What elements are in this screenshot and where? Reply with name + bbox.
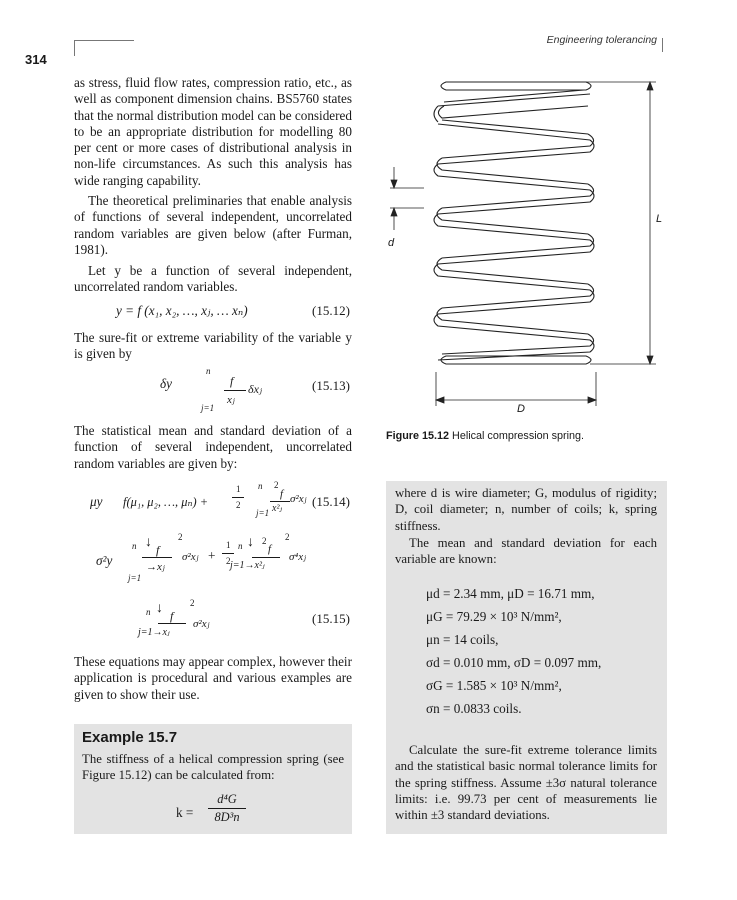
sum-upper-limit: n bbox=[132, 541, 137, 551]
equation-number: (15.15) bbox=[312, 611, 350, 626]
example-box bbox=[74, 724, 352, 834]
equation-15-14-lhs: μy bbox=[90, 494, 103, 509]
sum-upper-limit: n bbox=[206, 366, 211, 376]
label-coil-diameter: D bbox=[517, 403, 525, 415]
equation-15-12: y = f (x₁, x₂, …, xⱼ, … xₙ) bbox=[116, 303, 248, 318]
variable-line: σn = 0.0833 coils. bbox=[426, 701, 522, 716]
paragraph: The sure-fit or extreme variability of the variable y is given by bbox=[74, 330, 352, 362]
equation-number: (15.12) bbox=[312, 303, 350, 318]
variable-line: μn = 14 coils, bbox=[426, 632, 499, 647]
fraction-bar bbox=[208, 808, 246, 809]
coil-end-top bbox=[441, 82, 591, 90]
variable-line: σd = 0.010 mm, σD = 0.097 mm, bbox=[426, 655, 602, 670]
coil bbox=[438, 90, 590, 106]
derivative-order: 2 bbox=[262, 536, 267, 546]
fraction-denominator: j=1→xⱼ bbox=[138, 627, 170, 638]
page-number: 314 bbox=[25, 52, 47, 67]
variable-line: μG = 79.29 × 10³ N/mm², bbox=[426, 609, 562, 624]
variable-line: σG = 1.585 × 10³ N/mm², bbox=[426, 678, 562, 693]
sigma-term: σ²xⱼ bbox=[193, 618, 210, 630]
paragraph: Calculate the sure-fit extreme tolerance limits and the statistical basic normal tolerance limits for the spring stiffness. Assume ±3σ natural tolerance limits: i.e. 99.73 per cent of measurements lie within ±3 standard deviations. bbox=[395, 743, 657, 823]
half-denominator: 2 bbox=[226, 556, 231, 566]
header-rule bbox=[74, 40, 134, 41]
label-length: L bbox=[656, 213, 663, 225]
paragraph: These equations may appear complex, however their application is procedural and various examples are given to show their use. bbox=[74, 654, 352, 702]
fraction-numerator: f bbox=[268, 543, 272, 555]
caption-label: Figure 15.12 bbox=[386, 430, 450, 442]
fraction-denominator: 8D³n bbox=[214, 810, 240, 824]
fraction-numerator: d⁴G bbox=[217, 792, 237, 806]
sigma-term: σ²xⱼ bbox=[182, 551, 199, 563]
fraction-denominator: j=1→x²ⱼ bbox=[230, 560, 265, 571]
sum-upper-limit: n bbox=[146, 607, 151, 617]
variables-box bbox=[386, 481, 667, 834]
arrowhead bbox=[391, 180, 397, 188]
fraction-bar bbox=[224, 390, 246, 391]
fraction-numerator: f bbox=[280, 488, 284, 500]
equation-number: (15.13) bbox=[312, 378, 350, 393]
half-denominator: 2 bbox=[236, 500, 241, 510]
header-rule bbox=[74, 40, 75, 56]
half-numerator: 1 bbox=[226, 540, 231, 550]
exponent: 2 bbox=[285, 532, 290, 542]
fraction-numerator: f bbox=[156, 543, 160, 557]
half-numerator: 1 bbox=[236, 484, 241, 494]
paragraph: The statistical mean and standard deviation of a function of several independent, uncorrelated random variables are given by: bbox=[74, 423, 352, 471]
arrowhead bbox=[391, 208, 397, 216]
down-arrow: ↓ bbox=[247, 535, 254, 550]
arrowhead bbox=[647, 82, 653, 90]
derivative-order: 2 bbox=[274, 480, 279, 490]
sum-upper-limit: n bbox=[238, 541, 243, 551]
spring-coils bbox=[434, 82, 594, 364]
sigma-term: σ²xⱼ bbox=[290, 493, 307, 505]
fraction-bar bbox=[142, 557, 172, 558]
figure-caption bbox=[386, 430, 584, 442]
paragraph: where d is wire diameter; G, modulus of rigidity; D, coil diameter; n, number of coils; k, spring stiffness. bbox=[395, 486, 657, 533]
fraction-denominator: →xⱼ bbox=[146, 561, 165, 573]
equation-15-15-lhs: σ²y bbox=[96, 553, 113, 568]
fraction-bar bbox=[222, 553, 234, 554]
caption-text: Helical compression spring. bbox=[452, 430, 585, 442]
fraction-bar bbox=[252, 557, 280, 558]
down-arrow: ↓ bbox=[156, 601, 163, 616]
equation-number: (15.14) bbox=[312, 494, 350, 509]
stiffness-lhs: k = bbox=[176, 805, 194, 820]
arrowhead bbox=[588, 397, 596, 403]
example-title: Example 15.7 bbox=[82, 729, 178, 746]
arrowhead bbox=[647, 356, 653, 364]
sum-lower-limit: j=1 bbox=[128, 573, 142, 583]
coil bbox=[438, 120, 590, 140]
coil-end-bottom bbox=[441, 356, 591, 364]
sigma-term: σ⁴xⱼ bbox=[289, 551, 307, 563]
exponent: 2 bbox=[190, 598, 195, 608]
equation-15-14-main: f(μ₁, μ₂, …, μₙ) + bbox=[123, 495, 209, 509]
down-arrow: ↓ bbox=[145, 535, 152, 550]
equation-term: δxⱼ bbox=[248, 382, 263, 396]
fraction-numerator: f bbox=[230, 374, 234, 388]
coil bbox=[434, 106, 588, 122]
helical-spring-figure bbox=[386, 62, 676, 422]
fraction-denominator: xⱼ bbox=[227, 394, 235, 406]
sum-upper-limit: n bbox=[258, 481, 263, 491]
exponent: 2 bbox=[178, 532, 183, 542]
arrowhead bbox=[436, 397, 444, 403]
paragraph: The mean and standard deviation for each variable are known: bbox=[395, 536, 657, 567]
sum-lower-limit: j=1 bbox=[201, 403, 215, 413]
equation-15-13-lhs: δy bbox=[160, 376, 172, 391]
paragraph: The theoretical preliminaries that enable analysis of functions of several independent, uncorrelated random variables are given below (after Furman, 1981). bbox=[74, 193, 352, 257]
plus-sign: + bbox=[208, 548, 216, 563]
running-head-rule bbox=[662, 38, 663, 52]
label-wire-diameter: d bbox=[388, 237, 395, 249]
dimension-lines bbox=[390, 82, 656, 406]
paragraph: as stress, fluid flow rates, compression ratio, etc., as well as component dimension chains. BS5760 states that the normal distribution model can be considered to be an appropriate distribution for modelling 80 per cent or more cases of distributional analysis in non-life circumstances. As such this analysis has wide ranging capability. bbox=[74, 75, 352, 188]
fraction-bar bbox=[158, 623, 186, 624]
paragraph: Let y be a function of several independent, uncorrelated random variables. bbox=[74, 263, 352, 295]
fraction-denominator: x²ⱼ bbox=[272, 503, 283, 514]
stiffness-fraction bbox=[208, 792, 246, 825]
fraction-bar bbox=[270, 501, 290, 502]
sum-lower-limit: j=1 bbox=[256, 508, 270, 518]
fraction-bar bbox=[232, 497, 244, 498]
running-head: Engineering tolerancing bbox=[546, 34, 657, 46]
fraction-numerator: f bbox=[170, 609, 174, 623]
variable-line: μd = 2.34 mm, μD = 16.71 mm, bbox=[426, 586, 595, 601]
example-text: The stiffness of a helical compression spring (see Figure 15.12) can be calculated from: bbox=[82, 752, 344, 783]
